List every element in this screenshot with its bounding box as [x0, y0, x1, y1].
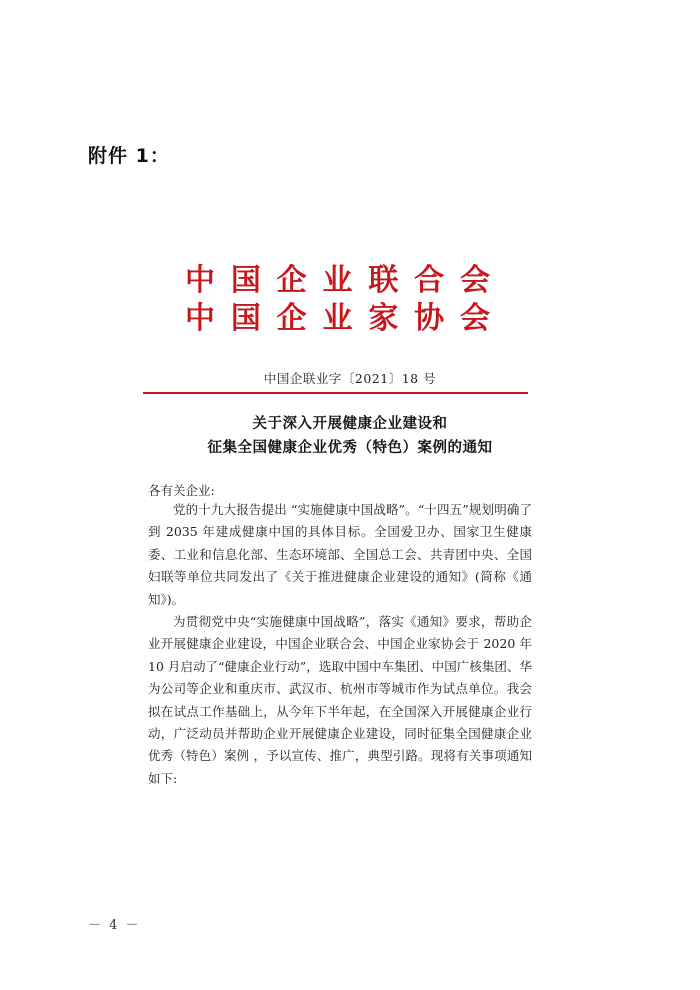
issuer-name-line-2: 中国企业家协会 — [185, 301, 490, 336]
notice-title-line-2: 征集全国健康企业优秀（特色）案例的通知 — [207, 440, 493, 456]
issuer-name-line-1: 中国企业联合会 — [185, 263, 490, 298]
body-paragraph-1: 党的十九大报告提出 “实施健康中国战略”。“十四五”规划明确了到 2035 年建成健康中国的具体目标。全国爱卫办、国家卫生健康委、工业和信息化部、生态环境部、全国总工会、共青团中央、全国妇联等单位共同发出了《关于推进健康企业建设的通知》(简称《通知》)。 — [148, 502, 532, 607]
page-number: － 4 － — [88, 918, 141, 933]
attachment-label: 附件 1： — [88, 145, 170, 167]
red-divider-line — [143, 392, 528, 394]
body-paragraph-2: 为贯彻党中央“实施健康中国战略”，落实《通知》要求，帮助企业开展健康企业建设，中国企业联合会、中国企业家协会于 2020 年 10 月启动了“健康企业行动”，选取中国中车集团、中国广核集团、华为公司等企业和重庆市、武汉市、杭州市等城市作为试点单位。我会拟在试点工作基础上，从今年下半年起，在全国深入开展健康企业行动，广泛动员并帮助企业开展健康企业建设，同时征集全国健康企业优秀（特色）案例 ，予以宣传、推广，典型引路。现将有关事项通知如下: — [148, 614, 532, 786]
notice-title-line-1: 关于深入开展健康企业建设和 — [252, 416, 448, 432]
document-number: 中国企联业字〔2021〕18 号 — [263, 371, 437, 386]
salutation: 各有关企业: — [148, 483, 215, 498]
